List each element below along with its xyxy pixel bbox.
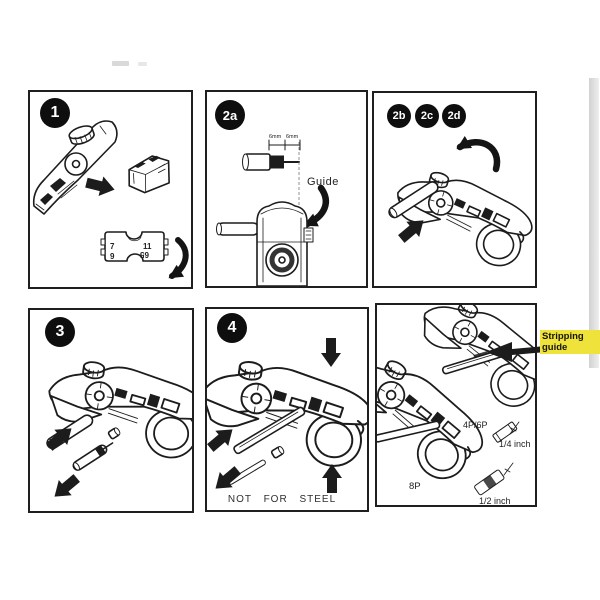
rotate-tool-arrow-icon <box>460 142 497 169</box>
stripper-tool-illustration <box>377 344 497 490</box>
stripper-tool-illustration <box>207 356 367 471</box>
step-panel-3 <box>28 308 194 513</box>
smudge-mark <box>112 61 129 66</box>
jacket-piece <box>271 446 285 459</box>
press-down-arrow-icon <box>321 338 341 367</box>
cartridge-number: 7 <box>110 242 115 251</box>
connector-4p6p-label: 4P/6P <box>463 420 488 430</box>
step-badge-2a: 2a <box>215 100 245 130</box>
dimension-label: 6mm <box>269 134 282 140</box>
stripper-tool-illustration <box>34 121 117 214</box>
step-panel-1 <box>28 90 193 289</box>
blade-cartridge-illustration <box>127 155 170 194</box>
step-panel-4 <box>205 307 369 512</box>
guide-pointer-arrow-icon <box>307 188 326 224</box>
quarter-inch-label: 1/4 inch <box>499 439 531 449</box>
connector-8p-label: 8P <box>409 481 421 492</box>
guide-label: Guide <box>307 176 339 188</box>
flip-rotate-arrow-icon <box>172 240 186 276</box>
step-badge-2d: 2d <box>442 104 466 128</box>
remove-cartridge-arrow-icon <box>84 173 117 199</box>
connector-8p-icon <box>474 469 505 495</box>
stripping-guide-label: Stripping guide <box>540 330 600 354</box>
smudge-mark <box>138 62 147 66</box>
step-badge-1: 1 <box>40 98 70 128</box>
step-badge-3: 3 <box>45 317 75 347</box>
cartridge-number: 9 <box>110 252 115 261</box>
jacket-piece <box>108 427 121 439</box>
dimension-label: 6mm <box>286 134 299 140</box>
guide-panel-illustration <box>377 305 535 505</box>
cartridge-face-illustration <box>101 232 168 261</box>
stripped-cable-piece <box>72 439 115 472</box>
step-badge-4: 4 <box>217 313 247 343</box>
dimension-lines <box>269 134 300 150</box>
stripping-guide-arrow-icon <box>482 338 546 362</box>
cartridge-number: 65 <box>140 250 149 259</box>
step-badge-2c: 2c <box>415 104 439 128</box>
half-inch-label: 1/2 inch <box>479 496 511 505</box>
stripper-tool-illustration <box>386 163 535 272</box>
step-badge-2b: 2b <box>387 104 411 128</box>
scan-edge-strip <box>589 78 599 368</box>
prepared-cable-illustration <box>243 154 300 170</box>
stripper-tool-illustration <box>42 357 192 462</box>
strip-length-mark <box>504 463 513 475</box>
not-for-steel-warning: NOT FOR STEEL <box>227 494 337 505</box>
step-panel-2a <box>205 90 368 288</box>
stripper-tool-top-view <box>217 202 314 286</box>
cartridge-number: 11 <box>143 242 152 251</box>
press-up-arrow-icon <box>322 464 342 493</box>
remove-cable-arrow-icon <box>48 470 83 504</box>
step-panel-2bcd <box>372 91 537 288</box>
stripping-guide-panel <box>375 303 537 507</box>
